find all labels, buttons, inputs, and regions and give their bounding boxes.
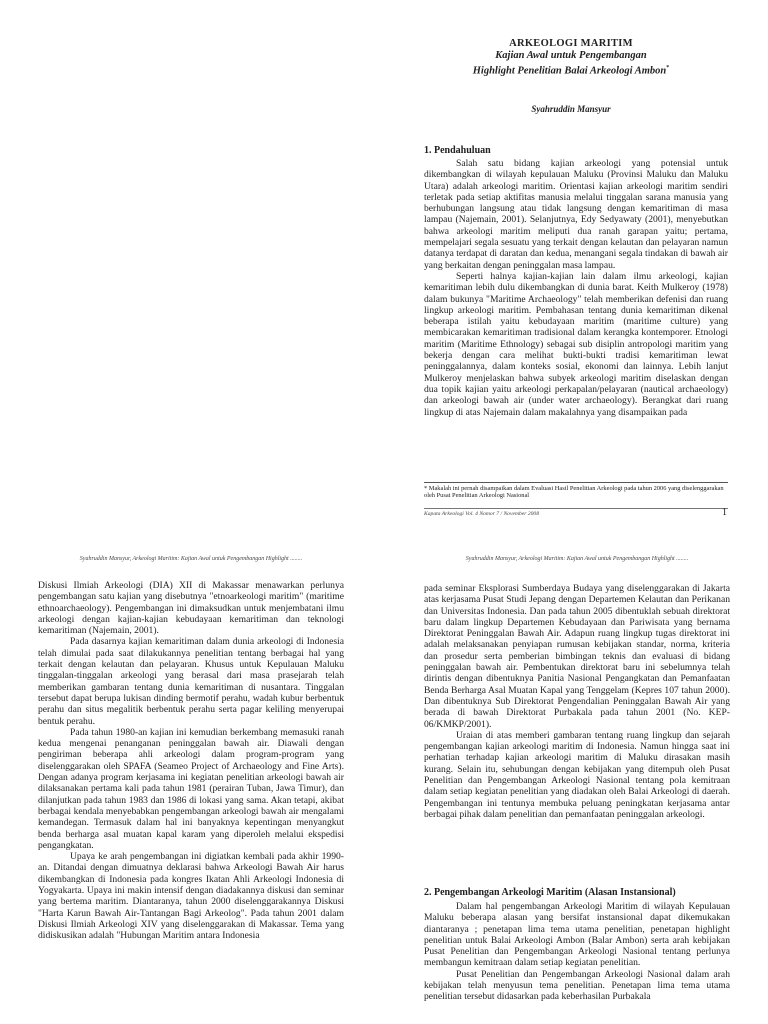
page-number: 1	[722, 507, 727, 518]
running-head: Syahruddin Mansyur, Arkeologi Maritim: Kajian Awal untuk Pengembangan Highlight ........	[465, 556, 689, 562]
title-line-3: Highlight Penelitian Balai Arkeologi Ambon*	[472, 65, 670, 77]
author-name: Syahruddin Mansyur	[531, 104, 611, 114]
page2-body	[38, 580, 344, 1024]
paragraph: Seperti halnya kajian-kajian lain dalam ilmu arkeologi, kajian kemaritiman lebih dulu dikembangkan di dunia barat. Keith Mulkeroy (1978) dalam bukunya "Maritime Archaeology" telah memberikan defenisi dan ruang lingkup arkeologi maritim. Pembahasan tentang dunia kemaritiman dikenal beberapa istilah yaitu kebudayaan maritim (maritime culture) yang membicarakan kemaritiman tradisional dalam kerangka kontemporer. Etnologi maritim (Maritime Ethnology) sebagai sub disiplin antropologi maritim yang bekerja dengan cara melihat bukti-bukti tradisi kemaritiman lewat peninggalannya, dalam konteks sosial, ekonomi dan lainnya. Lebih lanjut Mulkeroy menjelaskan bahwa subyek arkeologi maritim diselaskan dengan dua topik kajian yaitu arkeologi perkapalan/pelayaran (nautical archaeology) dan arkeologi bawah air (under water archaeology). Berangkat dari ruang lingkup di atas Najemain dalam makalahnya yang disampaikan pada	[424, 270, 728, 418]
paragraph: Pada tahun 1980-an kajian ini kemudian berkembang memasuki ranah kedua mengenai penanganan peninggalan bawah air. Diawali dengan pengiriman beberapa ahli arkeologi dalam program-program yang diselenggarakan oleh SPAFA (Seameo Project of Archaeology and Fine Arts). Dengan adanya program kerjasama ini kegiatan penelitian arkeologi bawah air dilaksanakan pertama kali pada tahun 1981 (perairan Tuban, Jawa Timur), dan dilanjutkan pada tahun 1983 dan 1986 di lokasi yang sama. Akan tetapi, akibat berbagai kendala menyebabkan pengembangan arkeologi bawah air mengalami kemandegan. Termasuk dalam hal ini banyaknya kepentingan menyangkut benda berharga asal muatan kapal karam yang diperoleh melalui ekspedisi pengangkatan.	[38, 726, 344, 851]
paragraph: Upaya ke arah pengembangan ini digiatkan kembali pada akhir 1990-an. Ditandai dengan dimuatnya deklarasi bahwa Arkeologi Bawah Air harus dikembangkan di Indonesia pada kongres Ikatan Ahli Arkeologi Indonesia di Yogyakarta. Upaya ini makin intensif dengan diadakannya diskusi dan seminar yang bertema maritim. Diantaranya, tahun 2000 diselenggarakannya Diskusi "Harta Karun Bawah Air-Tantangan Bagi Arkeolog". Pada tahun 2001 dalam Diskusi Ilmiah Arkeologi XIV yang diselenggarakan di Makassar. Tema yang didiskusikan adalah "Hubungan Maritim antara Indonesia	[38, 851, 344, 942]
paragraph: Uraian di atas memberi gambaran tentang ruang lingkup dan sejarah pengembangan kajian arkeologi maritim di Indonesia. Namun hingga saat ini perhatian terhadap kajian arkeologi maritim di Maluku dirasakan masih kurang. Selain itu, sehubungan dengan kebijakan yang ditempuh oleh Pusat Penelitian dan Pengembangan Arkeologi Nasional tentang pola kemitraan dalam setiap kegiatan penelitian yang diadakan oleh Balai Arkeologi di daerah. Pengembangan ini tentunya membuka peluang peningkatan kerjasama antar berbagai pihak dalam penelitian dan pemanfaatan peninggalan arkeologi.	[424, 729, 730, 820]
section-heading-2: 2. Pengembangan Arkeologi Maritim (Alasan Instansional)	[424, 887, 676, 898]
running-head: Syahruddin Mansyur, Arkeologi Maritim: Kajian Awal untuk Pengembangan Highlight ........	[79, 556, 303, 562]
title-main: ARKEOLOGI MARITIM	[509, 38, 633, 49]
paragraph: Salah satu bidang kajian arkeologi yang potensial untuk dikembangkan di wilayah kepulauan Maluku (Provinsi Maluku dan Maluku Utara) adalah arkeologi maritim. Orientasi kajian arkeologi maritim sendiri terletak pada setiap aktifitas manusia melalui tinggalan sarana manusia yang berhubungan langsung atau tidak langsung dengan kemaritiman di masa lampau (Najemain, 2001). Selanjutnya, Edy Sedyawaty (2001), menyebutkan bahwa arkeologi maritim meliputi dua ranah garapan yaitu; pertama, mempelajari segala sesuatu yang terkait dengan kelautan dan pelayaran namun datanya terdapat di daratan dan kedua, menangani segala tindakan di bawah air yang berkaitan dengan peninggalan masa lampau.	[424, 158, 728, 271]
page1-body	[424, 158, 728, 478]
footnote: * Makalah ini pernah disampaikan dalam Evaluasi Hasil Penelitian Arkeologi pada tahun 2006 yang diselenggarakan oleh Pusat Penelitian Arkeologi Nasional	[424, 485, 724, 500]
footer-journal: Kapata Arkeologi Vol. 4 Nomor 7 / November 2008	[424, 511, 540, 517]
paragraph: Dalam hal pengembangan Arkeologi Maritim di wilayah Kepulauan Maluku beberapa alasan yang bersifat instansional dapat dikemukakan diantaranya ; penetapan lima tema utama penelitian, penetapan highlight penelitian untuk Balai Arkeologi Ambon (Balar Ambon) serta arah kebijakan Pusat Penelitian dan Pengembangan Arkeologi Nasional tentang perlunya membangun kemitraan dalam setiap kegiatan penelitian.	[424, 901, 730, 969]
section-heading-1: 1. Pendahuluan	[424, 145, 491, 156]
paragraph: pada seminar Eksplorasi Sumberdaya Budaya yang diselenggarakan di Jakarta atas kerjasama Pusat Studi Jepang dengan Departemen Kelautan dan Perikanan dan Universitas Indonesia. Dan pada tahun 2005 dibentuklah sebuah direktorat baru dalam lingkup Departemen Kebudayaan dan Pariwisata yang bernama Direktorat Peninggalan Bawah Air. Adapun ruang lingkup tugas direktorat ini adalah melaksanakan penyiapan rumusan kebijakan standar, norma, kriteria dan prosedur serta pemberian bimbingan teknis dan evaluasi di bidang peninggalan bawah air. Pembentukan direktorat baru ini sebelumnya telah dirintis dengan dibentuknya Panitia Nasional Pengangkatan dan Pemanfaatan Benda Berharga Asal Muatan Kapal yang Tenggelam (Kepres 107 tahun 2000). Dan dibentuknya Sub Direktorat Pengendalian Peninggalan Bawah Air yang berada di bawah Direktorat Purbakala pada tahun 2001 (No. KEP-06/KMKP/2001).	[424, 583, 730, 730]
paragraph: Pada dasarnya kajian kemaritiman dalam dunia arkeologi di Indonesia telah dimulai pada saat dilakukannya penelitian tentang berbagai hal yang terkait dengan kelautan dan pelayaran. Khusus untuk Kepulauan Maluku tinggalan-tinggalan arkeologi yang berasal dari masa prasejarah telah memberikan gambaran tentang dunia kemaritiman di nusantara. Tinggalan tersebut dapat berupa lukisan dinding bermotif perahu, wadah kubur berbentuk perahu dan situs megalitik berbentuk perahu serta pagar keliling menyerupai bentuk perahu.	[38, 636, 344, 727]
paragraph: Pusat Penelitian dan Pengembangan Arkeologi Nasional dalam arah kebijakan telah menyusun tema penelitian. Penetapan lima tema utama penelitian tersebut didasarkan pada keberhasilan Purbakala	[424, 968, 730, 1003]
title-line-2: Kajian Awal untuk Pengembangan	[495, 50, 647, 61]
footer-rule	[424, 508, 728, 509]
document-title	[410, 38, 732, 78]
footnote-rule	[424, 482, 728, 483]
page3-body-b	[424, 901, 730, 1024]
paragraph: Diskusi Ilmiah Arkeologi (DIA) XII di Makassar menawarkan perlunya pengembangan satu kajian yang disebutnya "etnoarkeologi maritim" (maritime ethnoarchaeology). Pengembangan ini dimaksudkan untuk menjembatani ilmu arkeologi dengan kajian-kajian kebudayaan kemaritiman dan teknologi kemaritiman (Najemain, 2001).	[38, 580, 344, 637]
page3-body-a	[424, 583, 730, 877]
